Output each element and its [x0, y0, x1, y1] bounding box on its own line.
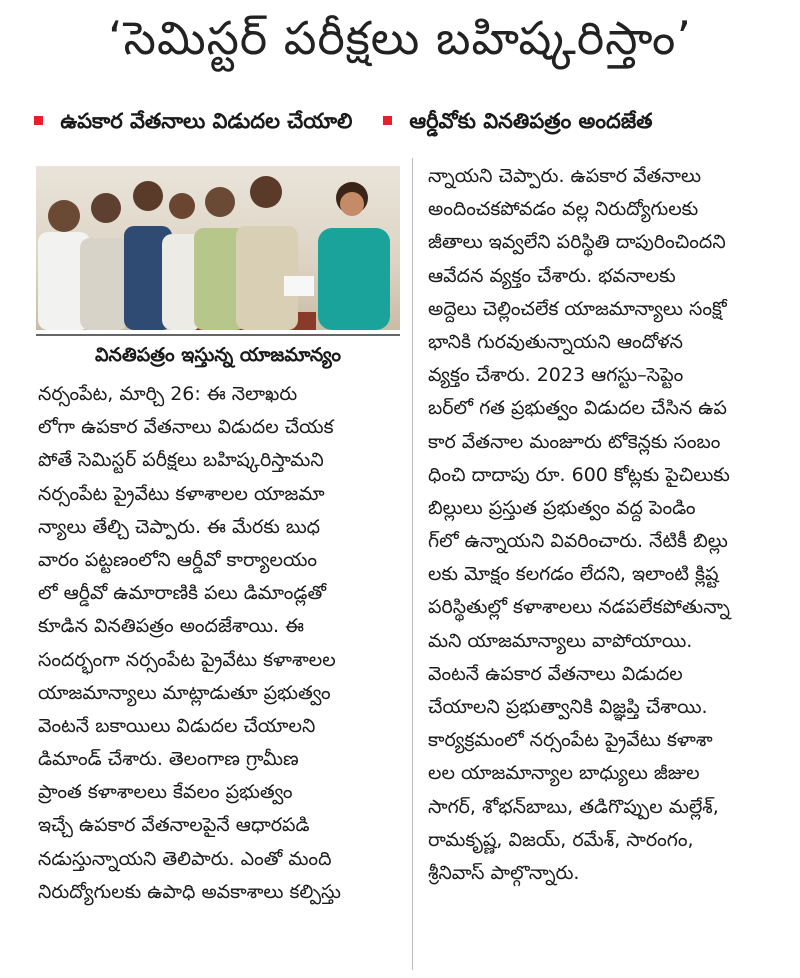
news-photo: [36, 166, 400, 330]
text-line: అద్దెలు చెల్లించలేక యాజమాన్యాలు సంక్షో: [428, 297, 727, 320]
article-right-column: [428, 160, 790, 890]
text-line: రామకృష్ణ, విజయ్, రమేశ్, సారంగం,: [428, 828, 694, 851]
text-line: ఆవేదన వ్యక్తం చేశారు. భవనాలకు: [428, 264, 676, 287]
text-line: న్యాలు తేల్చి చెప్పారు. ఈ మేరకు బుధ: [38, 515, 321, 538]
text-line: ప్రాంత కళాశాలలు కేవలం ప్రభుత్వం: [38, 781, 293, 804]
text-line: నర్సంపేట, మార్చి 26: ఈ నెలాఖరు: [38, 383, 298, 405]
text-line: నిరుద్యోగులకు ఉపాధి అవకాశాలు కల్పిస్తు: [38, 880, 341, 903]
text-line: ధించి దాదాపు రూ. 600 కోట్లకు పైచిలుకు: [428, 463, 730, 486]
subheadline-2: ఆర్డీవోకు వినతిపత్రం అందజేత: [409, 109, 653, 133]
caption-divider: [36, 334, 400, 336]
text-line: బర్‌లో గత ప్రభుత్వం విడుదల చేసిన ఉప: [428, 397, 727, 420]
text-line: లోగా ఉపకార వేతనాలు విడుదల చేయక: [38, 416, 334, 439]
subheadline-bar: [28, 104, 788, 138]
text-line: పోతే సెమిస్టర్ పరీక్షలు బహిష్కరిస్తామని: [38, 449, 324, 472]
text-line: వ్యక్తం చేశారు. 2023 ఆగస్టు–సెప్టెం: [428, 364, 684, 387]
photo-caption: వినతిపత్రం ఇస్తున్న యాజమాన్యం: [95, 344, 341, 366]
text-line: నర్సంపేట ప్రైవేటు కళాశాలల యాజమా: [38, 482, 325, 505]
text-line: న్నాయని చెప్పారు. ఉపకార వేతనాలు: [428, 165, 702, 187]
text-line: అందించకపోవడం వల్ల నిరుద్యోగులకు: [428, 198, 699, 221]
text-line: పరిస్థితుల్లో కళాశాలలు నడపలేకపోతున్నా: [428, 596, 730, 619]
red-bullet-icon: [383, 116, 392, 125]
text-line: కూడిన వినతిపత్రం అందజేశాయి. ఈ: [38, 615, 305, 638]
text-line: కార వేతనాల మంజూరు టోకెన్లకు సంబం: [428, 430, 721, 453]
text-line: ఇచ్చే ఉపకార వేతనాలపైనే ఆధారపడి: [38, 814, 310, 837]
text-line: డిమాండ్ చేశారు. తెలంగాణ గ్రామీణ: [38, 748, 299, 771]
text-line: లల యాజమాన్యాల బాధ్యులు జీజుల: [428, 762, 700, 785]
headline: ‘సెమిస్టర్ పరీక్షలు బహిష్కరిస్తాం’: [108, 11, 692, 65]
text-line: నడుస్తున్నాయని తెలిపారు. ఎంతో మంది: [38, 847, 332, 870]
text-line: సాగర్, శోభన్‌బాబు, తడిగొప్పుల మల్లేశ్,: [428, 795, 719, 818]
column-divider: [412, 158, 413, 970]
article-left-column: [38, 378, 400, 909]
text-line: లో ఆర్డీవో ఉమారాణికి పలు డిమాండ్లతో: [38, 582, 326, 605]
text-line: వారం పట్టణంలోని ఆర్డీవో కార్యాలయం: [38, 548, 318, 571]
text-line: మని యాజమాన్యాలు వాపోయాయి.: [428, 629, 693, 652]
text-line: గ్‌లో ఉన్నాయని వివరించారు. నేటికీ బిల్లు: [428, 530, 728, 553]
group-photo-illustration: [36, 166, 400, 330]
text-line: యాజమాన్యాలు మాట్లాడుతూ ప్రభుత్వం: [38, 681, 331, 704]
text-line: చేయాలని ప్రభుత్వానికి విజ్ఞప్తి చేశాయి.: [428, 696, 708, 718]
red-bullet-icon: [34, 116, 43, 125]
text-line: వెంటనే బకాయిలు విడుదల చేయాలని: [38, 714, 316, 737]
text-line: వెంటనే ఉపకార వేతనాలు విడుదల: [428, 662, 683, 685]
text-line: శ్రీనివాస్ పాల్గొన్నారు.: [428, 861, 580, 884]
subheadline-1: ఉపకార వేతనాలు విడుదల చేయాలి: [60, 109, 353, 133]
text-line: జీతాలు ఇవ్వలేని పరిస్థితి దాపురించిందని: [428, 231, 726, 254]
text-line: భానికి గురవుతున్నాయని ఆందోళన: [428, 330, 684, 353]
text-line: సందర్భంగా నర్సంపేట ప్రైవేటు కళాశాలల: [38, 648, 336, 671]
text-line: లకు మోక్షం కలగడం లేదని, ఇలాంటి క్లిష్ట: [428, 563, 719, 586]
text-line: బిల్లులు ప్రస్తుత ప్రభుత్వం వద్ద పెండిం: [428, 496, 696, 519]
text-line: కార్యక్రమంలో నర్సంపేట ప్రైవేటు కళాశా: [428, 729, 713, 752]
